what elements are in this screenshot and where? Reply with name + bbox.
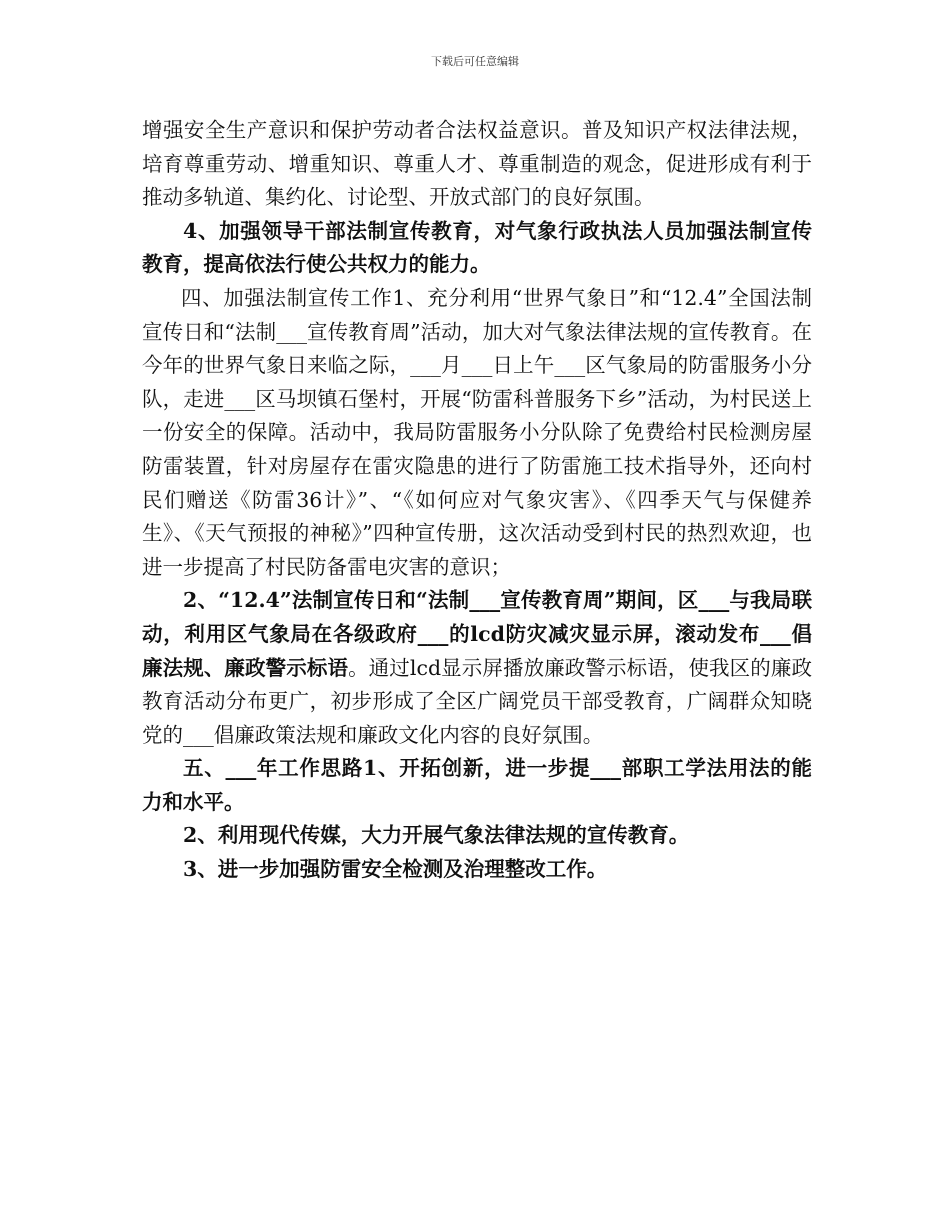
paragraph-item-4: 4、加强领导干部法制宣传教育，对气象行政执法人员加强法制宣传教育，提高依法行使公共权力的能力。 (142, 218, 812, 277)
paragraph-item-2-media: 2、利用现代传媒，大力开展气象法律法规的宣传教育。 (183, 823, 690, 848)
paragraph-normal-part: 。通过lcd显示屏播放廉政警示标语，使我区的廉政教育活动分布更广，初步形成了全区广阔党员干部受教育，广阔群众知晓党的___倡廉政策法规和廉政文化内容的良好氛围。 (142, 655, 812, 747)
paragraph-section-5: 五、___年工作思路1、开拓创新，进一步提___部职工学法用法的能力和水平。 (142, 756, 812, 814)
paragraph-bold-part: 2、“12.4”法制宣传日和“法制___宣传教育周”期间，区___与我局联动，利用区气象局在各级政府___的lcd防灾减灾显示屏，滚动发布___倡廉法规、廉政警示标语 (142, 588, 812, 680)
paragraph-intro: 增强安全生产意识和保护劳动者合法权益意识。普及知识产权法律法规，培育尊重劳动、增重知识、尊重人才、尊重制造的观念，促进形成有利于推动多轨道、集约化、讨论型、开放式部门的良好氛围。 (142, 118, 812, 210)
document-body (142, 114, 812, 887)
paragraph-section-4: 四、加强法制宣传工作1、充分利用“世界气象日”和“12.4”全国法制宣传日和“法制___宣传教育周”活动，加大对气象法律法规的宣传教育。在今年的世界气象日来临之际，___月___日上午___区气象局的防雷服务小分队，走进___区马坝镇石堡村，开展“防雷科普服务下乡”活动，为村民送上一份安全的保障。活动中，我局防雷服务小分队除了免费给村民检测房屋防雷装置，针对房屋存在雷灾隐患的进行了防雷施工技术指导外，还向村民们赠送《防雷36计》”、“《如何应对气象灾害》、《四季天气与保健养生》、《天气预报的神秘》”四种宣传册，这次活动受到村民的热烈欢迎，也进一步提高了村民防备雷电灾害的意识； (142, 285, 812, 579)
paragraph-item-2-law-day (142, 584, 812, 752)
paragraph-item-3-lightning: 3、进一步加强防雷安全检测及治理整改工作。 (183, 857, 608, 882)
page-header: 下载后可任意编辑 (431, 55, 519, 68)
